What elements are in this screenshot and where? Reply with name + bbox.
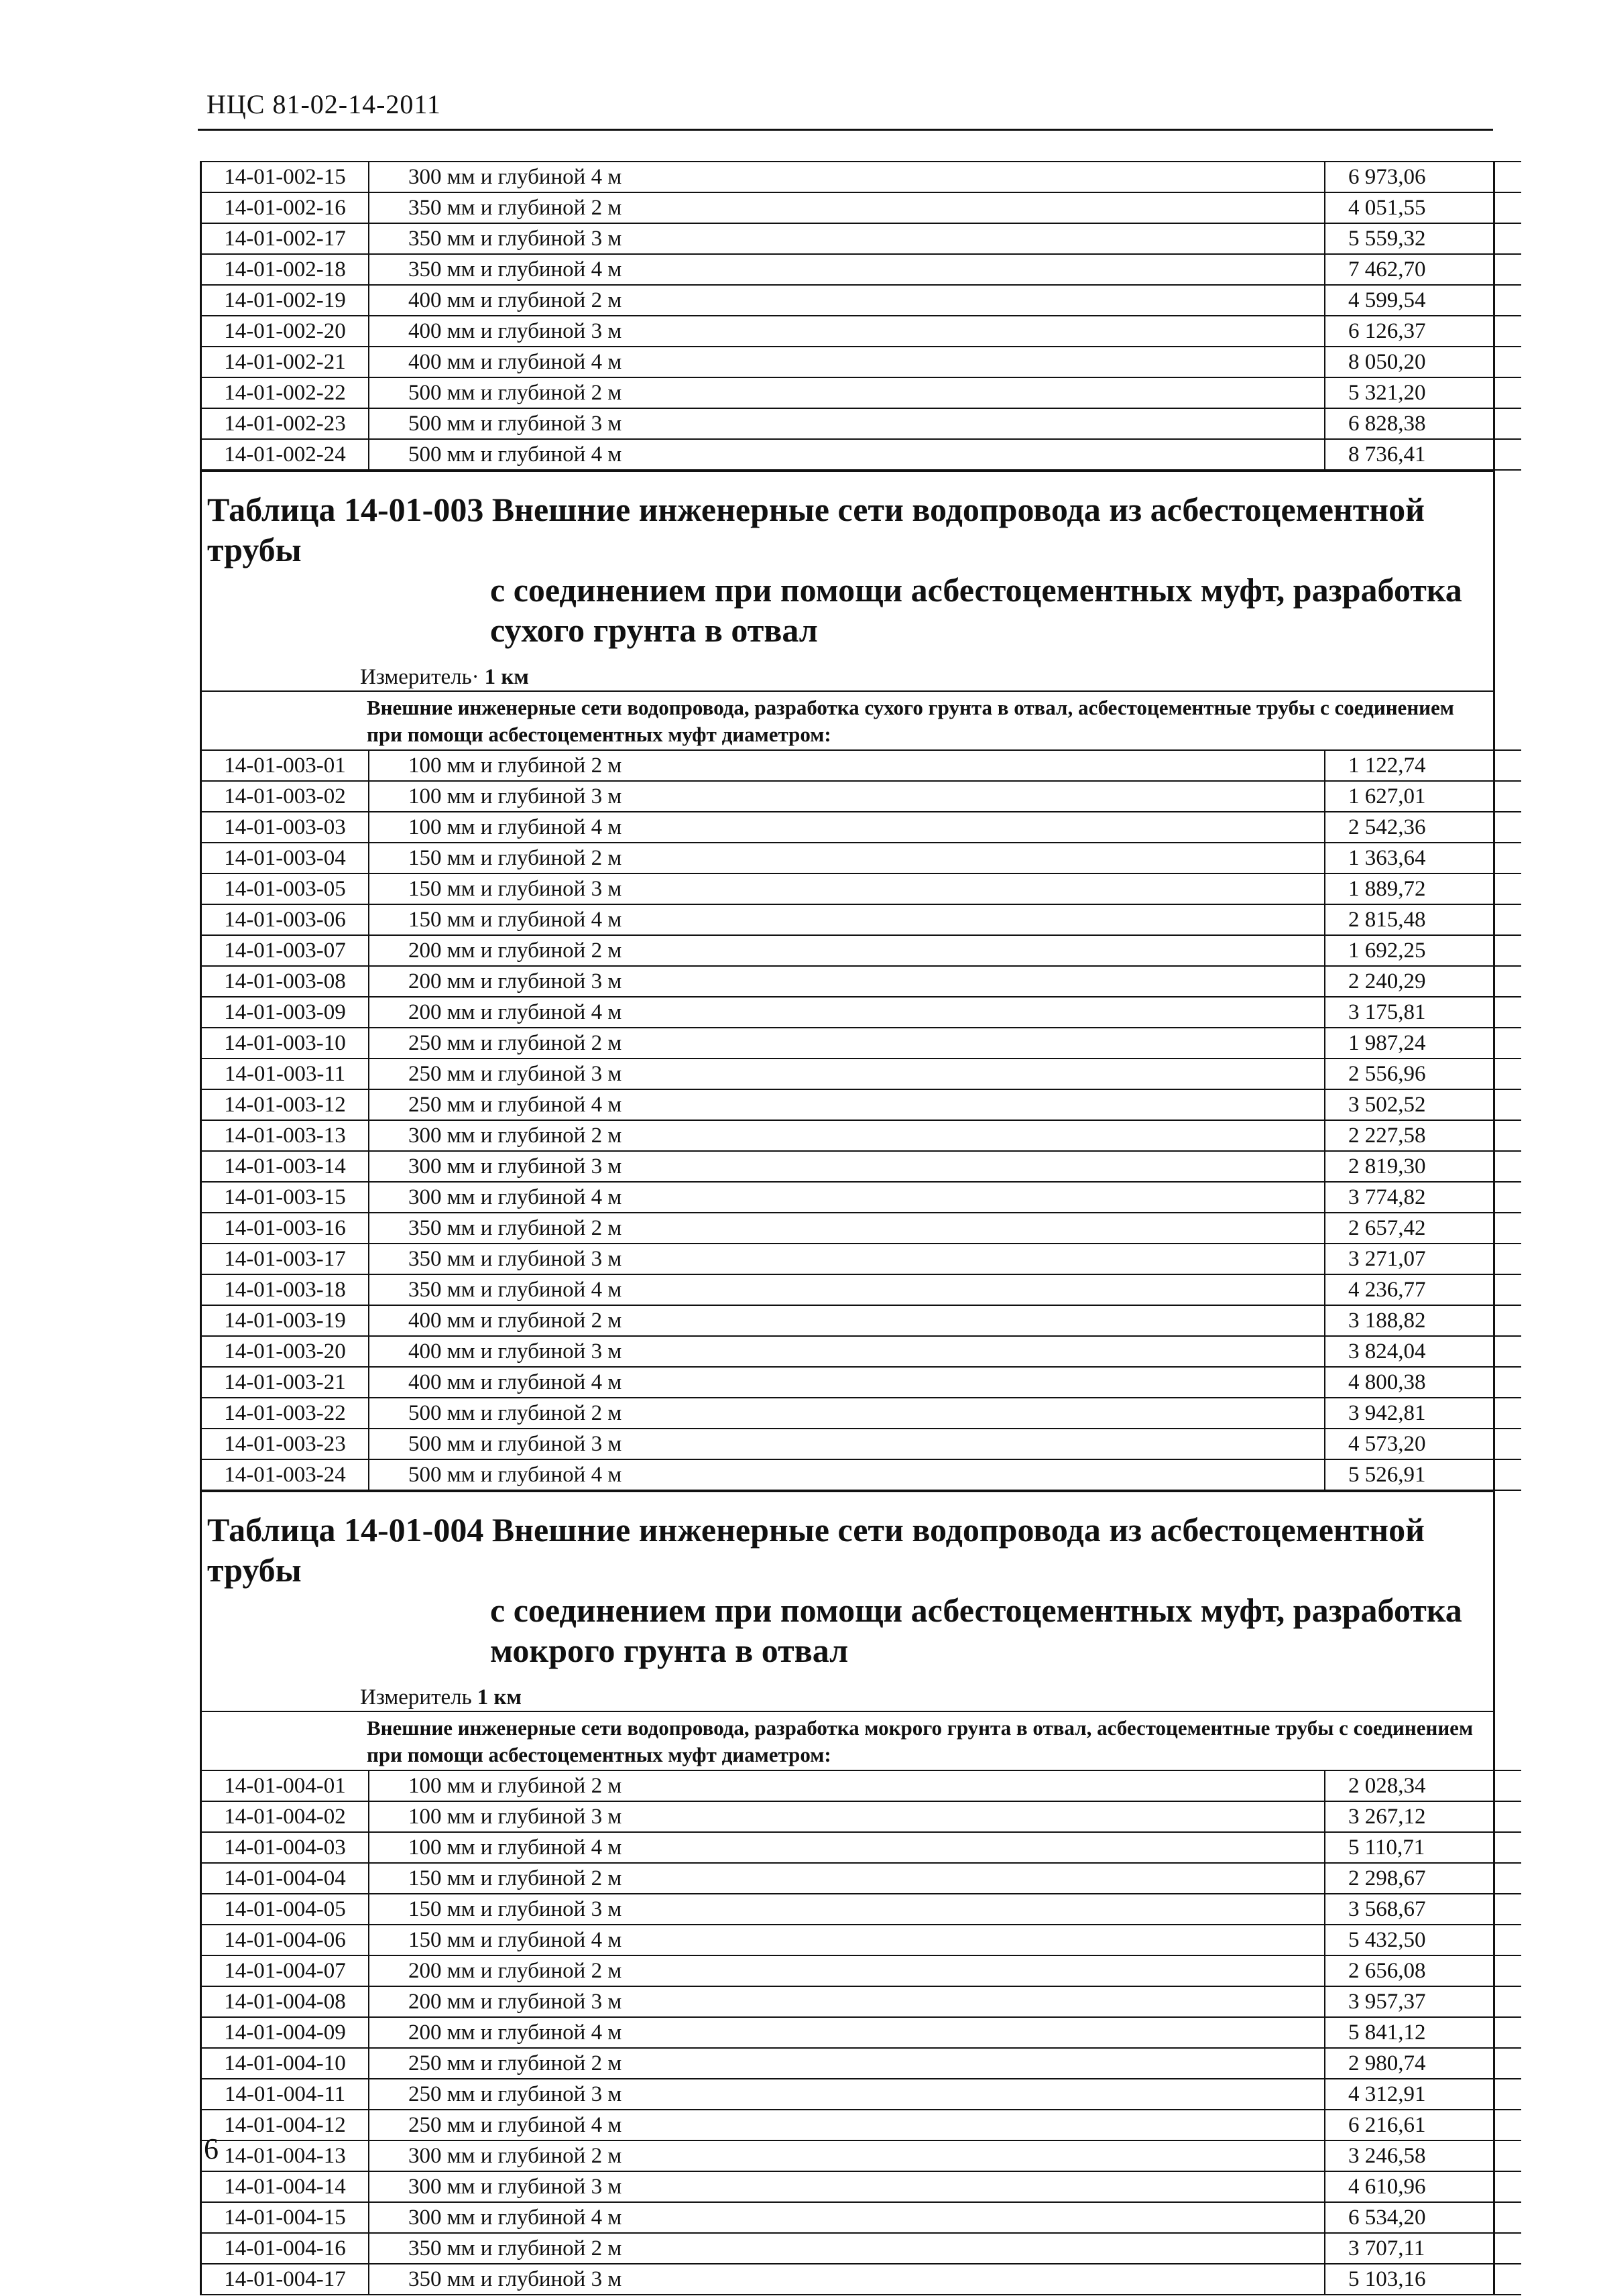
row-description: 150 мм и глубиной 3 м — [369, 873, 1325, 904]
table-004-title — [207, 1510, 1481, 1671]
row-description: 400 мм и глубиной 2 м — [369, 285, 1325, 316]
row-description: 250 мм и глубиной 2 м — [369, 2048, 1325, 2079]
row-price: 6 828,38 — [1325, 408, 1521, 439]
row-code: 14-01-003-11 — [202, 1059, 369, 1089]
row-price: 5 103,16 — [1325, 2264, 1521, 2295]
table-004 — [202, 1770, 1521, 2295]
row-description: 350 мм и глубиной 4 м — [369, 254, 1325, 285]
row-code: 14-01-003-19 — [202, 1305, 369, 1336]
row-code: 14-01-002-20 — [202, 316, 369, 347]
row-code: 14-01-003-22 — [202, 1398, 369, 1429]
row-description: 100 мм и глубиной 4 м — [369, 1832, 1325, 1863]
table-row — [202, 1120, 1521, 1151]
row-description: 150 мм и глубиной 2 м — [369, 1863, 1325, 1894]
row-price: 7 462,70 — [1325, 254, 1521, 285]
row-price: 4 573,20 — [1325, 1429, 1521, 1459]
table-004-title-line1: Таблица 14-01-004 Внешние инженерные сети водопровода из асбестоцементной трубы — [207, 1511, 1425, 1589]
row-code: 14-01-003-24 — [202, 1459, 369, 1490]
row-price: 3 568,67 — [1325, 1894, 1521, 1925]
row-code: 14-01-004-01 — [202, 1770, 369, 1801]
row-price: 8 736,41 — [1325, 439, 1521, 470]
row-code: 14-01-003-23 — [202, 1429, 369, 1459]
row-description: 500 мм и глубиной 4 м — [369, 1459, 1325, 1490]
row-code: 14-01-004-16 — [202, 2233, 369, 2264]
row-description: 150 мм и глубиной 2 м — [369, 843, 1325, 873]
row-description: 350 мм и глубиной 4 м — [369, 1274, 1325, 1305]
row-price: 1 627,01 — [1325, 781, 1521, 812]
table-004-title-line3: мокрого грунта в отвал — [490, 1632, 849, 1669]
row-description: 400 мм и глубиной 4 м — [369, 347, 1325, 377]
table-row — [202, 2079, 1521, 2110]
table-row — [202, 2233, 1521, 2264]
row-description: 400 мм и глубиной 4 м — [369, 1367, 1325, 1398]
row-code: 14-01-003-15 — [202, 1182, 369, 1213]
row-code: 14-01-004-13 — [202, 2140, 369, 2171]
row-code: 14-01-002-18 — [202, 254, 369, 285]
page-number: 6 — [204, 2132, 219, 2165]
row-code: 14-01-004-17 — [202, 2264, 369, 2295]
table-row — [202, 1398, 1521, 1429]
row-price: 1 987,24 — [1325, 1028, 1521, 1059]
row-description: 500 мм и глубиной 4 м — [369, 439, 1325, 470]
row-price: 3 957,37 — [1325, 1986, 1521, 2017]
row-price: 3 707,11 — [1325, 2233, 1521, 2264]
row-code: 14-01-004-12 — [202, 2110, 369, 2140]
row-price: 3 824,04 — [1325, 1336, 1521, 1367]
row-description: 100 мм и глубиной 4 м — [369, 812, 1325, 843]
row-description: 350 мм и глубиной 2 м — [369, 1213, 1325, 1244]
table-row — [202, 1213, 1521, 1244]
row-price: 2 656,08 — [1325, 1955, 1521, 1986]
row-price: 6 534,20 — [1325, 2202, 1521, 2233]
row-code: 14-01-004-05 — [202, 1894, 369, 1925]
row-price: 5 526,91 — [1325, 1459, 1521, 1490]
table-row — [202, 192, 1521, 223]
rows-002 — [202, 162, 1521, 470]
table-row — [202, 1863, 1521, 1894]
table-row — [202, 2171, 1521, 2202]
row-code: 14-01-003-12 — [202, 1089, 369, 1120]
row-price: 6 126,37 — [1325, 316, 1521, 347]
row-description: 400 мм и глубиной 3 м — [369, 1336, 1325, 1367]
row-description: 200 мм и глубиной 4 м — [369, 2017, 1325, 2048]
row-price: 2 980,74 — [1325, 2048, 1521, 2079]
row-code: 14-01-004-08 — [202, 1986, 369, 2017]
table-row — [202, 347, 1521, 377]
row-description: 250 мм и глубиной 3 м — [369, 1059, 1325, 1089]
row-price: 3 942,81 — [1325, 1398, 1521, 1429]
row-code: 14-01-003-08 — [202, 966, 369, 997]
table-row — [202, 377, 1521, 408]
row-code: 14-01-003-09 — [202, 997, 369, 1028]
row-code: 14-01-002-15 — [202, 162, 369, 192]
document-code-header: НЦС 81-02-14-2011 — [206, 89, 441, 119]
row-price: 4 800,38 — [1325, 1367, 1521, 1398]
row-code: 14-01-004-06 — [202, 1925, 369, 1955]
row-price: 2 298,67 — [1325, 1863, 1521, 1894]
table-row — [202, 2110, 1521, 2140]
table-row — [202, 1367, 1521, 1398]
row-description: 250 мм и глубиной 2 м — [369, 1028, 1325, 1059]
row-code: 14-01-004-10 — [202, 2048, 369, 2079]
table-row — [202, 812, 1521, 843]
row-price: 6 216,61 — [1325, 2110, 1521, 2140]
row-price: 1 363,64 — [1325, 843, 1521, 873]
table-row — [202, 750, 1521, 781]
row-code: 14-01-004-14 — [202, 2171, 369, 2202]
row-code: 14-01-003-02 — [202, 781, 369, 812]
table-row — [202, 935, 1521, 966]
row-code: 14-01-002-16 — [202, 192, 369, 223]
row-description: 350 мм и глубиной 2 м — [369, 192, 1325, 223]
table-row — [202, 1459, 1521, 1490]
table-row — [202, 1429, 1521, 1459]
table-row — [202, 997, 1521, 1028]
table-row — [202, 254, 1521, 285]
table-004-meter — [207, 1684, 1493, 1711]
table-row — [202, 1059, 1521, 1089]
table-row — [202, 2048, 1521, 2079]
row-description: 150 мм и глубиной 4 м — [369, 1925, 1325, 1955]
row-code: 14-01-003-06 — [202, 904, 369, 935]
row-price: 5 559,32 — [1325, 223, 1521, 254]
table-row — [202, 1955, 1521, 1986]
table-003-title-line1: Таблица 14-01-003 Внешние инженерные сети водопровода из асбестоцементной трубы — [207, 491, 1425, 568]
row-description: 300 мм и глубиной 2 м — [369, 1120, 1325, 1151]
row-price: 1 122,74 — [1325, 750, 1521, 781]
row-description: 100 мм и глубиной 2 м — [369, 1770, 1325, 1801]
row-code: 14-01-003-03 — [202, 812, 369, 843]
meter-label: Измеритель· — [360, 665, 479, 689]
table-row — [202, 966, 1521, 997]
row-code: 14-01-003-05 — [202, 873, 369, 904]
row-description: 500 мм и глубиной 3 м — [369, 408, 1325, 439]
row-price: 2 240,29 — [1325, 966, 1521, 997]
table-row — [202, 162, 1521, 192]
row-description: 100 мм и глубиной 3 м — [369, 781, 1325, 812]
row-description: 150 мм и глубиной 3 м — [369, 1894, 1325, 1925]
table-row — [202, 1305, 1521, 1336]
rows-004 — [202, 1770, 1521, 2295]
table-row — [202, 1894, 1521, 1925]
row-code: 14-01-003-01 — [202, 750, 369, 781]
row-description: 200 мм и глубиной 2 м — [369, 935, 1325, 966]
row-code: 14-01-003-20 — [202, 1336, 369, 1367]
table-row — [202, 1801, 1521, 1832]
table-row — [202, 1028, 1521, 1059]
table-row — [202, 223, 1521, 254]
row-code: 14-01-002-21 — [202, 347, 369, 377]
row-price: 1 692,25 — [1325, 935, 1521, 966]
table-003-title — [207, 489, 1481, 650]
row-description: 500 мм и глубиной 2 м — [369, 1398, 1325, 1429]
row-description: 350 мм и глубиной 3 м — [369, 2264, 1325, 2295]
row-code: 14-01-002-19 — [202, 285, 369, 316]
table-row — [202, 408, 1521, 439]
header-rule — [198, 129, 1493, 131]
row-price: 3 271,07 — [1325, 1244, 1521, 1274]
row-code: 14-01-003-13 — [202, 1120, 369, 1151]
row-code: 14-01-004-15 — [202, 2202, 369, 2233]
row-description: 250 мм и глубиной 3 м — [369, 2079, 1325, 2110]
row-code: 14-01-002-24 — [202, 439, 369, 470]
row-price: 4 051,55 — [1325, 192, 1521, 223]
row-price: 4 312,91 — [1325, 2079, 1521, 2110]
row-price: 2 556,96 — [1325, 1059, 1521, 1089]
row-description: 300 мм и глубиной 4 м — [369, 1182, 1325, 1213]
row-price: 2 815,48 — [1325, 904, 1521, 935]
table-row — [202, 1274, 1521, 1305]
row-price: 4 610,96 — [1325, 2171, 1521, 2202]
row-description: 200 мм и глубиной 2 м — [369, 1955, 1325, 1986]
price-tables-frame — [200, 161, 1495, 2295]
row-price: 4 236,77 — [1325, 1274, 1521, 1305]
row-description: 250 мм и глубиной 4 м — [369, 2110, 1325, 2140]
row-description: 300 мм и глубиной 4 м — [369, 162, 1325, 192]
row-code: 14-01-003-21 — [202, 1367, 369, 1398]
row-code: 14-01-004-04 — [202, 1863, 369, 1894]
row-code: 14-01-003-18 — [202, 1274, 369, 1305]
row-description: 350 мм и глубиной 2 м — [369, 2233, 1325, 2264]
row-price: 2 028,34 — [1325, 1770, 1521, 1801]
row-price: 5 321,20 — [1325, 377, 1521, 408]
table-row — [202, 1832, 1521, 1863]
row-code: 14-01-002-22 — [202, 377, 369, 408]
table-row — [202, 285, 1521, 316]
row-code: 14-01-003-16 — [202, 1213, 369, 1244]
row-price: 2 819,30 — [1325, 1151, 1521, 1182]
row-code: 14-01-002-17 — [202, 223, 369, 254]
row-code: 14-01-003-14 — [202, 1151, 369, 1182]
row-price: 5 110,71 — [1325, 1832, 1521, 1863]
table-004-group-heading: Внешние инженерные сети водопровода, разработка мокрого грунта в отвал, асбестоцементные трубы с соединением при помощи асбестоцементных муфт диаметром: — [202, 1711, 1493, 1770]
row-description: 350 мм и глубиной 3 м — [369, 1244, 1325, 1274]
table-row — [202, 781, 1521, 812]
row-description: 500 мм и глубиной 2 м — [369, 377, 1325, 408]
table-row — [202, 316, 1521, 347]
rows-003 — [202, 750, 1521, 1490]
table-row — [202, 2264, 1521, 2295]
row-price: 3 246,58 — [1325, 2140, 1521, 2171]
row-description: 100 мм и глубиной 2 м — [369, 750, 1325, 781]
table-row — [202, 1244, 1521, 1274]
row-price: 5 841,12 — [1325, 2017, 1521, 2048]
table-row — [202, 1182, 1521, 1213]
row-price: 3 267,12 — [1325, 1801, 1521, 1832]
row-description: 300 мм и глубиной 3 м — [369, 1151, 1325, 1182]
table-row — [202, 1089, 1521, 1120]
row-description: 250 мм и глубиной 4 м — [369, 1089, 1325, 1120]
table-003-header — [202, 471, 1493, 690]
row-description: 300 мм и глубиной 4 м — [369, 2202, 1325, 2233]
table-003-group-heading: Внешние инженерные сети водопровода, разработка сухого грунта в отвал, асбестоцементные трубы с соединением при помощи асбестоцементных муфт диаметром: — [202, 690, 1493, 749]
table-003 — [202, 749, 1521, 1491]
table-row — [202, 2202, 1521, 2233]
row-description: 400 мм и глубиной 2 м — [369, 1305, 1325, 1336]
table-003-meter — [207, 664, 1493, 690]
table-row — [202, 439, 1521, 470]
table-004-title-line2: с соединением при помощи асбестоцементных муфт, разработка — [490, 1591, 1462, 1629]
row-description: 400 мм и глубиной 3 м — [369, 316, 1325, 347]
meter-unit: 1 км — [484, 665, 529, 689]
table-row — [202, 1770, 1521, 1801]
row-code: 14-01-003-07 — [202, 935, 369, 966]
row-price: 3 502,52 — [1325, 1089, 1521, 1120]
row-description: 150 мм и глубиной 4 м — [369, 904, 1325, 935]
row-description: 200 мм и глубиной 4 м — [369, 997, 1325, 1028]
table-row — [202, 1151, 1521, 1182]
meter-unit: 1 км — [477, 1685, 522, 1709]
row-description: 100 мм и глубиной 3 м — [369, 1801, 1325, 1832]
table-004-header — [202, 1491, 1493, 1711]
row-description: 500 мм и глубиной 3 м — [369, 1429, 1325, 1459]
row-code: 14-01-002-23 — [202, 408, 369, 439]
table-003-title-line2: с соединением при помощи асбестоцементных муфт, разработка — [490, 571, 1462, 609]
row-code: 14-01-004-07 — [202, 1955, 369, 1986]
row-code: 14-01-003-17 — [202, 1244, 369, 1274]
row-price: 2 542,36 — [1325, 812, 1521, 843]
row-price: 6 973,06 — [1325, 162, 1521, 192]
table-row — [202, 2017, 1521, 2048]
table-row — [202, 1925, 1521, 1955]
row-price: 2 657,42 — [1325, 1213, 1521, 1244]
row-description: 300 мм и глубиной 2 м — [369, 2140, 1325, 2171]
row-description: 350 мм и глубиной 3 м — [369, 223, 1325, 254]
row-code: 14-01-004-09 — [202, 2017, 369, 2048]
table-row — [202, 873, 1521, 904]
row-description: 300 мм и глубиной 3 м — [369, 2171, 1325, 2202]
row-description: 200 мм и глубиной 3 м — [369, 1986, 1325, 2017]
row-price: 8 050,20 — [1325, 347, 1521, 377]
row-price: 3 188,82 — [1325, 1305, 1521, 1336]
row-code: 14-01-003-04 — [202, 843, 369, 873]
table-003-title-line3: сухого грунта в отвал — [490, 611, 818, 649]
row-code: 14-01-004-03 — [202, 1832, 369, 1863]
row-description: 200 мм и глубиной 3 м — [369, 966, 1325, 997]
continued-table-002 — [202, 161, 1521, 471]
table-row — [202, 1336, 1521, 1367]
row-price: 5 432,50 — [1325, 1925, 1521, 1955]
table-row — [202, 843, 1521, 873]
table-row — [202, 1986, 1521, 2017]
row-code: 14-01-004-11 — [202, 2079, 369, 2110]
table-row — [202, 904, 1521, 935]
row-code: 14-01-003-10 — [202, 1028, 369, 1059]
row-code: 14-01-004-02 — [202, 1801, 369, 1832]
table-row — [202, 2140, 1521, 2171]
row-price: 3 175,81 — [1325, 997, 1521, 1028]
row-price: 1 889,72 — [1325, 873, 1521, 904]
meter-label: Измеритель — [360, 1685, 472, 1709]
row-price: 4 599,54 — [1325, 285, 1521, 316]
row-price: 2 227,58 — [1325, 1120, 1521, 1151]
row-price: 3 774,82 — [1325, 1182, 1521, 1213]
